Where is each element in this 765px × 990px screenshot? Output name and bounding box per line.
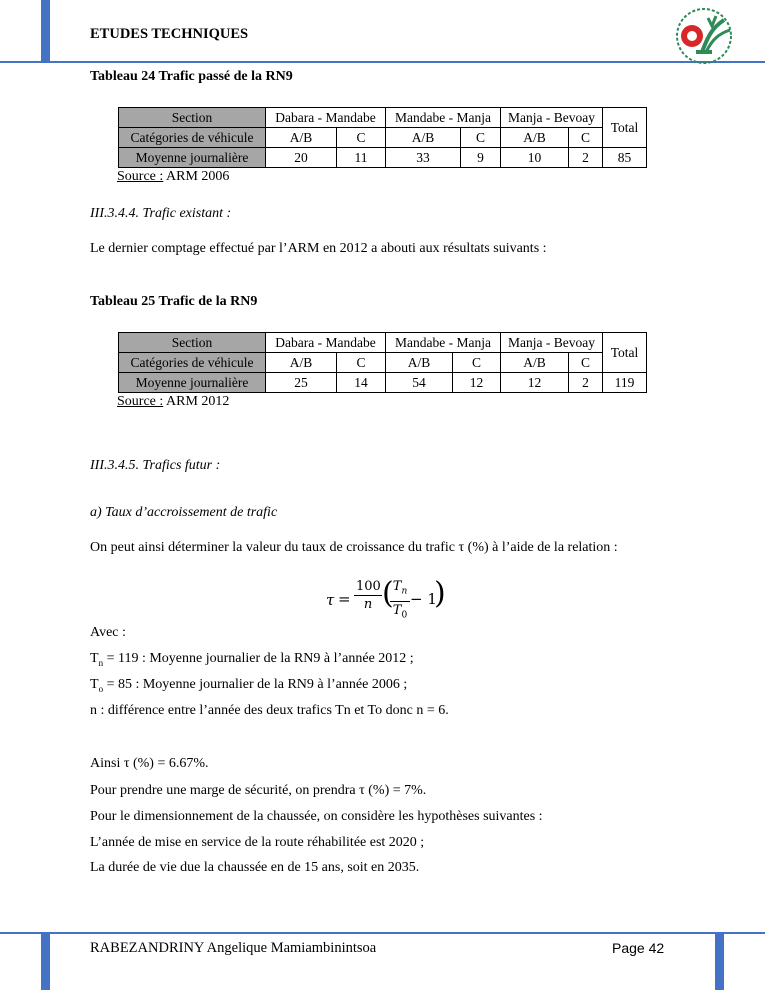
table-cell: 25 [266, 373, 337, 393]
table-header-cell: Dabara - Mandabe [266, 108, 386, 128]
paragraph: Avec : [90, 625, 126, 640]
table-cell: C [337, 353, 386, 373]
table-cell: C [337, 128, 386, 148]
table-cell: A/B [501, 128, 569, 148]
table-header-cell: Dabara - Mandabe [266, 333, 386, 353]
footer-right-bar [715, 932, 724, 990]
table-cell: A/B [386, 353, 453, 373]
paragraph: L’année de mise en service de la route réhabilitée est 2020 ; [90, 835, 425, 850]
table-row [119, 148, 647, 168]
table-cell: 33 [386, 148, 461, 168]
def-text: = 119 : Moyenne journalier de la RN9 à l’année 2012 ; [103, 651, 414, 666]
definition-to [90, 677, 407, 694]
table-cell: 10 [501, 148, 569, 168]
source-label: Source : [117, 169, 164, 184]
table-row [119, 353, 647, 373]
table-header-cell: Catégories de véhicule [119, 128, 266, 148]
section-heading-existant: III.3.4.4. Trafic existant : [90, 206, 232, 221]
table25 [118, 332, 647, 393]
table-cell: A/B [386, 128, 461, 148]
formula-t0 [390, 602, 410, 625]
table-header-cell: Total [603, 333, 647, 373]
formula-tn-sub: n [401, 586, 408, 597]
school-emblem-icon [668, 6, 740, 66]
footer-left-bar [41, 932, 50, 990]
table24 [118, 107, 647, 168]
header-left-bar [41, 0, 50, 62]
table-header-cell: Catégories de véhicule [119, 353, 266, 373]
table-header-cell: Moyenne journalière [119, 373, 266, 393]
table24-source [117, 169, 229, 185]
paragraph: On peut ainsi déterminer la valeur du taux de croissance du trafic τ (%) à l’aide de la relation : [90, 540, 618, 555]
table-header-cell: Total [603, 108, 647, 148]
table-cell: 9 [461, 148, 501, 168]
formula-equals: = [338, 590, 351, 608]
formula-tn [390, 578, 410, 602]
footer-rule [0, 932, 765, 934]
section-heading-futur: III.3.4.5. Trafics futur : [90, 458, 221, 473]
growth-rate-formula [326, 576, 446, 620]
formula-fraction-100-n [354, 578, 382, 614]
table-header-cell: Manja - Bevoay [501, 108, 603, 128]
table25-source [117, 394, 229, 410]
table-cell: C [569, 128, 603, 148]
def-sub: n [98, 657, 104, 668]
formula-numerator: 100 [356, 579, 381, 594]
formula-denominator: n [363, 597, 373, 612]
paragraph: Pour prendre une marge de sécurité, on prendra τ (%) = 7%. [90, 783, 427, 798]
table-cell-total: 85 [603, 148, 647, 168]
table-header-cell: Mandabe - Manja [386, 108, 501, 128]
table-cell: 2 [569, 148, 603, 168]
table-header-cell: Mandabe - Manja [386, 333, 501, 353]
table25-caption: Tableau 25 Trafic de la RN9 [90, 294, 258, 309]
def-sub: o [98, 683, 104, 694]
def-prefix: T [90, 677, 99, 692]
subsection-heading: a) Taux d’accroissement de trafic [90, 505, 278, 520]
source-label: Source : [117, 394, 164, 409]
table-header-cell: Section [119, 333, 266, 353]
formula-tn-letter: T [392, 579, 402, 594]
table-cell: C [569, 353, 603, 373]
formula-tau: τ [326, 591, 335, 609]
table-row [119, 108, 647, 128]
table-header-cell: Section [119, 108, 266, 128]
source-value: ARM 2012 [163, 394, 230, 409]
paragraph: Le dernier comptage effectué par l’ARM en 2012 a abouti aux résultats suivants : [90, 241, 547, 256]
header-title: ETUDES TECHNIQUES [90, 26, 249, 42]
table-header-cell: Moyenne journalière [119, 148, 266, 168]
table-row [119, 373, 647, 393]
table-cell: 54 [386, 373, 453, 393]
table-cell: 11 [337, 148, 386, 168]
definition-tn [90, 651, 414, 668]
table-cell: 20 [266, 148, 337, 168]
table-cell: A/B [266, 353, 337, 373]
formula-t0-letter: T [392, 602, 402, 618]
definition-n: n : différence entre l’année des deux trafics Tn et To donc n = 6. [90, 703, 449, 718]
def-prefix: T [90, 651, 99, 666]
table-header-cell: Manja - Bevoay [501, 333, 603, 353]
table-cell: 12 [453, 373, 501, 393]
table-cell: A/B [501, 353, 569, 373]
table-cell: 14 [337, 373, 386, 393]
table-cell-total: 119 [603, 373, 647, 393]
formula-open-paren: ( [382, 576, 394, 611]
table-cell: 12 [501, 373, 569, 393]
formula-fraction-tn-t0 [390, 578, 410, 624]
table-row [119, 333, 647, 353]
table-cell: C [461, 128, 501, 148]
formula-minus-one: − 1 [410, 590, 437, 608]
formula-close-paren: ) [434, 576, 446, 611]
paragraph: Pour le dimensionnement de la chaussée, on considère les hypothèses suivantes : [90, 809, 543, 824]
source-value: ARM 2006 [163, 169, 230, 184]
table-cell: A/B [266, 128, 337, 148]
paragraph: Ainsi τ (%) = 6.67%. [90, 756, 209, 771]
footer-author: RABEZANDRINY Angelique Mamiambinintsoa [90, 940, 377, 956]
table-cell: 2 [569, 373, 603, 393]
paragraph: La durée de vie due la chaussée en de 15 ans, soit en 2035. [90, 860, 420, 875]
table-row [119, 128, 647, 148]
table24-caption: Tableau 24 Trafic passé de la RN9 [90, 69, 293, 84]
formula-t0-sub: 0 [401, 610, 408, 621]
page-number: Page 42 [612, 940, 665, 956]
table-cell: C [453, 353, 501, 373]
def-text: = 85 : Moyenne journalier de la RN9 à l’année 2006 ; [103, 677, 408, 692]
header-rule [0, 61, 765, 63]
